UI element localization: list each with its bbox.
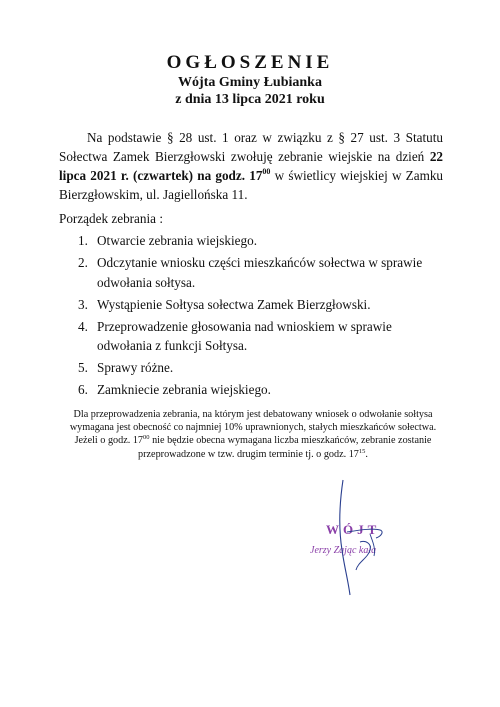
note-text-3: . [365, 448, 368, 460]
agenda-heading: Porządek zebrania : [59, 211, 163, 226]
agenda-item [78, 231, 438, 251]
agenda-item-text: Przeprowadzenie głosowania nad wnioskiem w sprawie odwołania z funkcji Sołtysa. [97, 318, 392, 353]
agenda-item-number: 6. [78, 382, 88, 397]
meeting-time-minutes: 00 [262, 167, 271, 176]
agenda-item [78, 253, 438, 292]
agenda-item [78, 295, 438, 315]
agenda-item-text: Odczytanie wniosku części mieszkańców sołectwa w sprawie odwołania sołtysa. [97, 255, 423, 290]
note-time-minutes-1: 00 [143, 434, 150, 442]
agenda-item-text: Zamkniecie zebrania wiejskiego. [97, 382, 271, 397]
agenda-item-number: 5. [78, 360, 88, 375]
note-text-1: Dla przeprowadzenia zebrania, na którym jest debatowany wniosek o odwołanie sołtysa wymagana jest obecność co najmniej 10% uprawnionych, stałych mieszkańców sołectwa. Jeżeli o godz. 17 [69, 409, 437, 447]
paragraph-text-2: w świetlicy wiejskiej w Zamku Bierzgłowskim, ul. Jagiellońska 11. [59, 168, 444, 202]
note-text-2: nie będzie obecna wymagana liczba mieszkańców, zebranie zostanie przeprowadzone w tzw. drugim terminie tj. o godz. 17 [138, 435, 432, 460]
agenda-item-text: Sprawy różne. [97, 360, 174, 375]
agenda-item [78, 358, 438, 378]
meeting-date-text: 22 lipca 2021 r. (czwartek) na godz. 17 [59, 149, 443, 183]
issuer-line: Wójta Gminy Łubianka [178, 75, 322, 90]
agenda-item [78, 380, 438, 400]
announcement-paragraph [59, 128, 443, 204]
document-title: OGŁOSZENIE [166, 52, 334, 73]
header [0, 52, 500, 108]
note-time-minutes-2: 15 [358, 447, 366, 455]
agenda-item [78, 317, 438, 356]
agenda-item-text: Wystąpienie Sołtysa sołectwa Zamek Bierzgłowski. [97, 296, 371, 312]
stamp-title: WÓJT [326, 522, 381, 537]
agenda-item-number: 2. [78, 255, 88, 270]
agenda-item-number: 4. [78, 318, 88, 334]
date-line: z dnia 13 lipca 2021 roku [175, 92, 325, 107]
signature-block [300, 470, 430, 610]
agenda-item-number: 1. [78, 233, 88, 248]
paragraph-text-1: Na podstawie § 28 ust. 1 oraz w związku z § 27 ust. 3 Statutu Sołectwa Zamek Bierzgłowski zwołuję zebranie wiejskie na dzień [59, 130, 443, 164]
agenda-item-number: 3. [78, 296, 88, 312]
agenda-item-text: Otwarcie zebrania wiejskiego. [97, 233, 258, 248]
handwritten-signature-icon [300, 470, 430, 610]
stamp-name: Jerzy Zając kała [310, 545, 377, 556]
quorum-note [62, 408, 444, 461]
agenda-list [78, 231, 438, 402]
